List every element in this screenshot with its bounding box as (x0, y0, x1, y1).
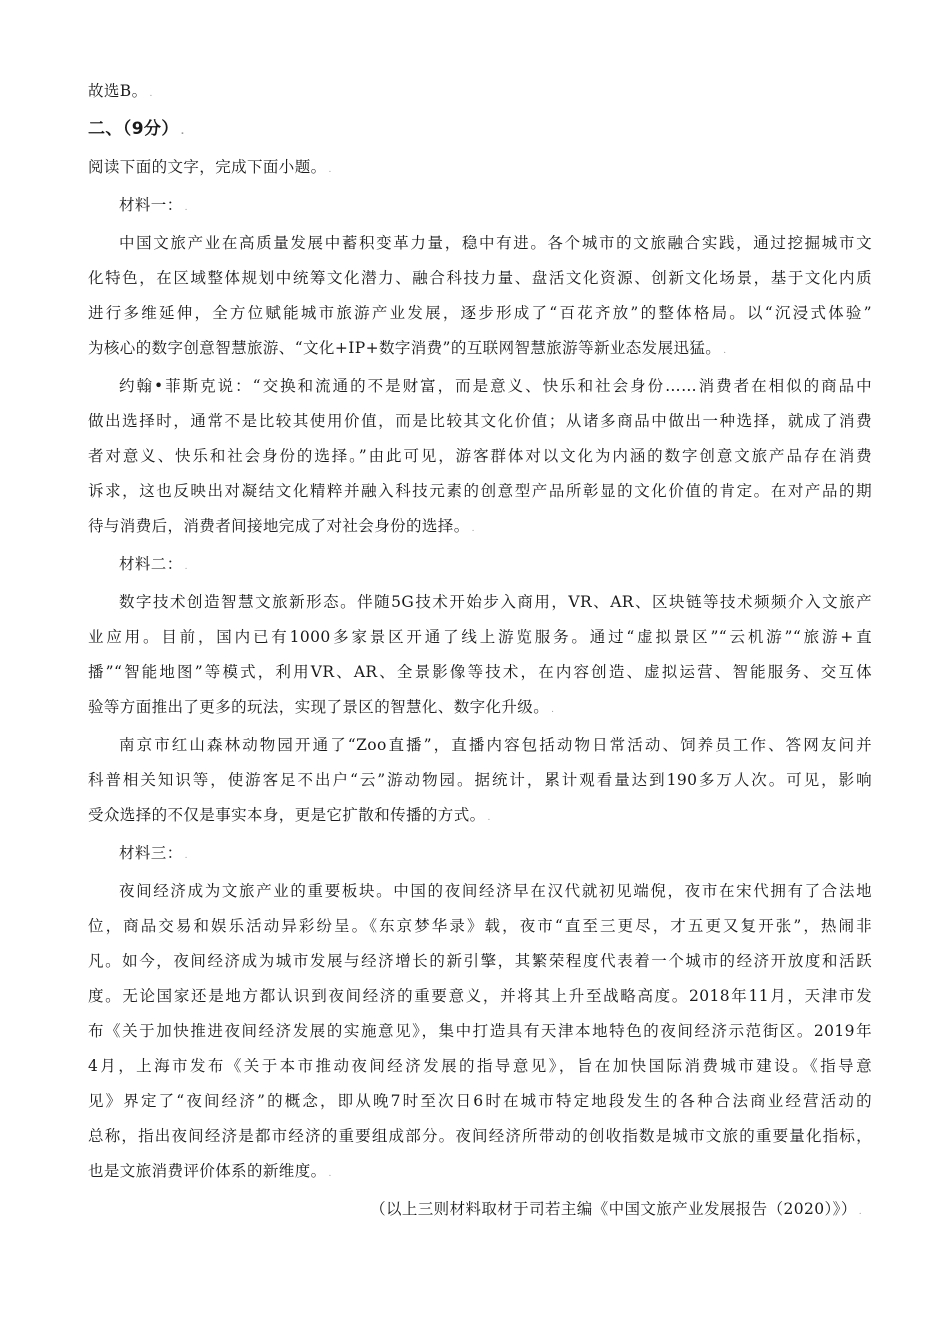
document-page (88, 74, 872, 1230)
material2-label: 材料二： . (119, 555, 188, 573)
section-title: 二、（9分） . (88, 119, 185, 139)
material1-p1-line: 中国文旅产业在高质量发展中蓄积变革力量，稳中有进。各个城市的文旅融合实践，通过挖掘城市文 (119, 234, 872, 252)
material3-p1-line: 度。无论国家还是地方都认识到夜间经济的重要意义，并将其上升至战略高度。2018年11月，天津市发 (88, 987, 872, 1005)
material1-p2-line: 者对意义、快乐和社会身份的选择。”由此可见，游客群体对以文化为内涵的数字创意文旅产品存在消费 (88, 447, 872, 465)
answer-line: 故选B。 . (88, 82, 153, 100)
material2-p2-line: 科普相关知识等，使游客足不出户“云”游动物园。据统计，累计观看量达到190多万人次。可见，影响 (88, 771, 872, 789)
material3-p1-line: 夜间经济成为文旅产业的重要板块。中国的夜间经济早在汉代就初见端倪，夜市在宋代拥有了合法地 (119, 882, 872, 900)
material3-p1-line: 见》界定了“夜间经济”的概念，即从晚7时至次日6时在城市特定地段发生的各种合法商业经营活动的 (88, 1092, 872, 1110)
material2-p1-line: 业应用。目前，国内已有1000多家景区开通了线上游览服务。通过“虚拟景区”“云机游”“旅游+直 (88, 628, 872, 646)
material3-p1-line: 凡。如今，夜间经济成为城市发展与经济增长的新引擎，其繁荣程度代表着一个城市的经济开放度和活跃 (88, 952, 872, 970)
material1-label: 材料一： . (119, 196, 188, 214)
source-note: （以上三则材料取材于司若主编《中国文旅产业发展报告（2020）》） . (370, 1200, 862, 1218)
material1-p2-line: 约翰•菲斯克说：“交换和流通的不是财富，而是意义、快乐和社会身份……消费者在相似的商品中 (119, 377, 872, 395)
material1-p1-line: 进行多维延伸，全方位赋能城市旅游产业发展，逐步形成了“百花齐放”的整体格局。以“沉浸式体验” (88, 304, 872, 322)
material2-p1-line: 验等方面推出了更多的玩法，实现了景区的智慧化、数字化升级。 . (88, 698, 555, 716)
material2-p2-line: 南京市红山森林动物园开通了“Zoo直播”，直播内容包括动物日常活动、饲养员工作、答网友问并 (119, 736, 872, 754)
material3-p1-line: 布《关于加快推进夜间经济发展的实施意见》，集中打造具有天津本地特色的夜间经济示范街区。2019年 (88, 1022, 872, 1040)
material2-p2-line: 受众选择的不仅是事实本身，更是它扩散和传播的方式。 . (88, 806, 491, 824)
instruction-line: 阅读下面的文字，完成下面小题。 . (88, 158, 332, 176)
material3-p1-line: 总称，指出夜间经济是都市经济的重要组成部分。夜间经济所带动的创收指数是城市文旅的重要量化指标， (88, 1127, 872, 1145)
material1-p2-line: 做出选择时，通常不是比较其使用价值，而是比较其文化价值；从诸多商品中做出一种选择，就成了消费 (88, 412, 872, 430)
material3-label: 材料三： . (119, 844, 188, 862)
material1-p1-line: 为核心的数字创意智慧旅游、“文化+IP+数字消费”的互联网智慧旅游等新业态发展迅猛。 . (88, 339, 727, 357)
material3-p1-line: 位，商品交易和娱乐活动异彩纷呈。《东京梦华录》载，夜市“直至三更尽，才五更又复开张”，热闹非 (88, 917, 872, 935)
material1-p2-line: 待与消费后，消费者间接地完成了对社会身份的选择。 . (88, 517, 475, 535)
material3-p1-line: 也是文旅消费评价体系的新维度。 . (88, 1162, 332, 1180)
material3-p1-line: 4月，上海市发布《关于本市推动夜间经济发展的指导意见》，旨在加快国际消费城市建设。《指导意 (88, 1057, 872, 1075)
material2-p1-line: 数字技术创造智慧文旅新形态。伴随5G技术开始步入商用，VR、AR、区块链等技术频频介入文旅产 (119, 593, 872, 611)
material2-p1-line: 播”“智能地图”等模式，利用VR、AR、全景影像等技术，在内容创造、虚拟运营、智能服务、交互体 (88, 663, 872, 681)
material1-p1-line: 化特色，在区域整体规划中统筹文化潜力、融合科技力量、盘活文化资源、创新文化场景，基于文化内质 (88, 269, 872, 287)
material1-p2-line: 诉求，这也反映出对凝结文化精粹并融入科技元素的创意型产品所彰显的文化价值的肯定。在对产品的期 (88, 482, 872, 500)
